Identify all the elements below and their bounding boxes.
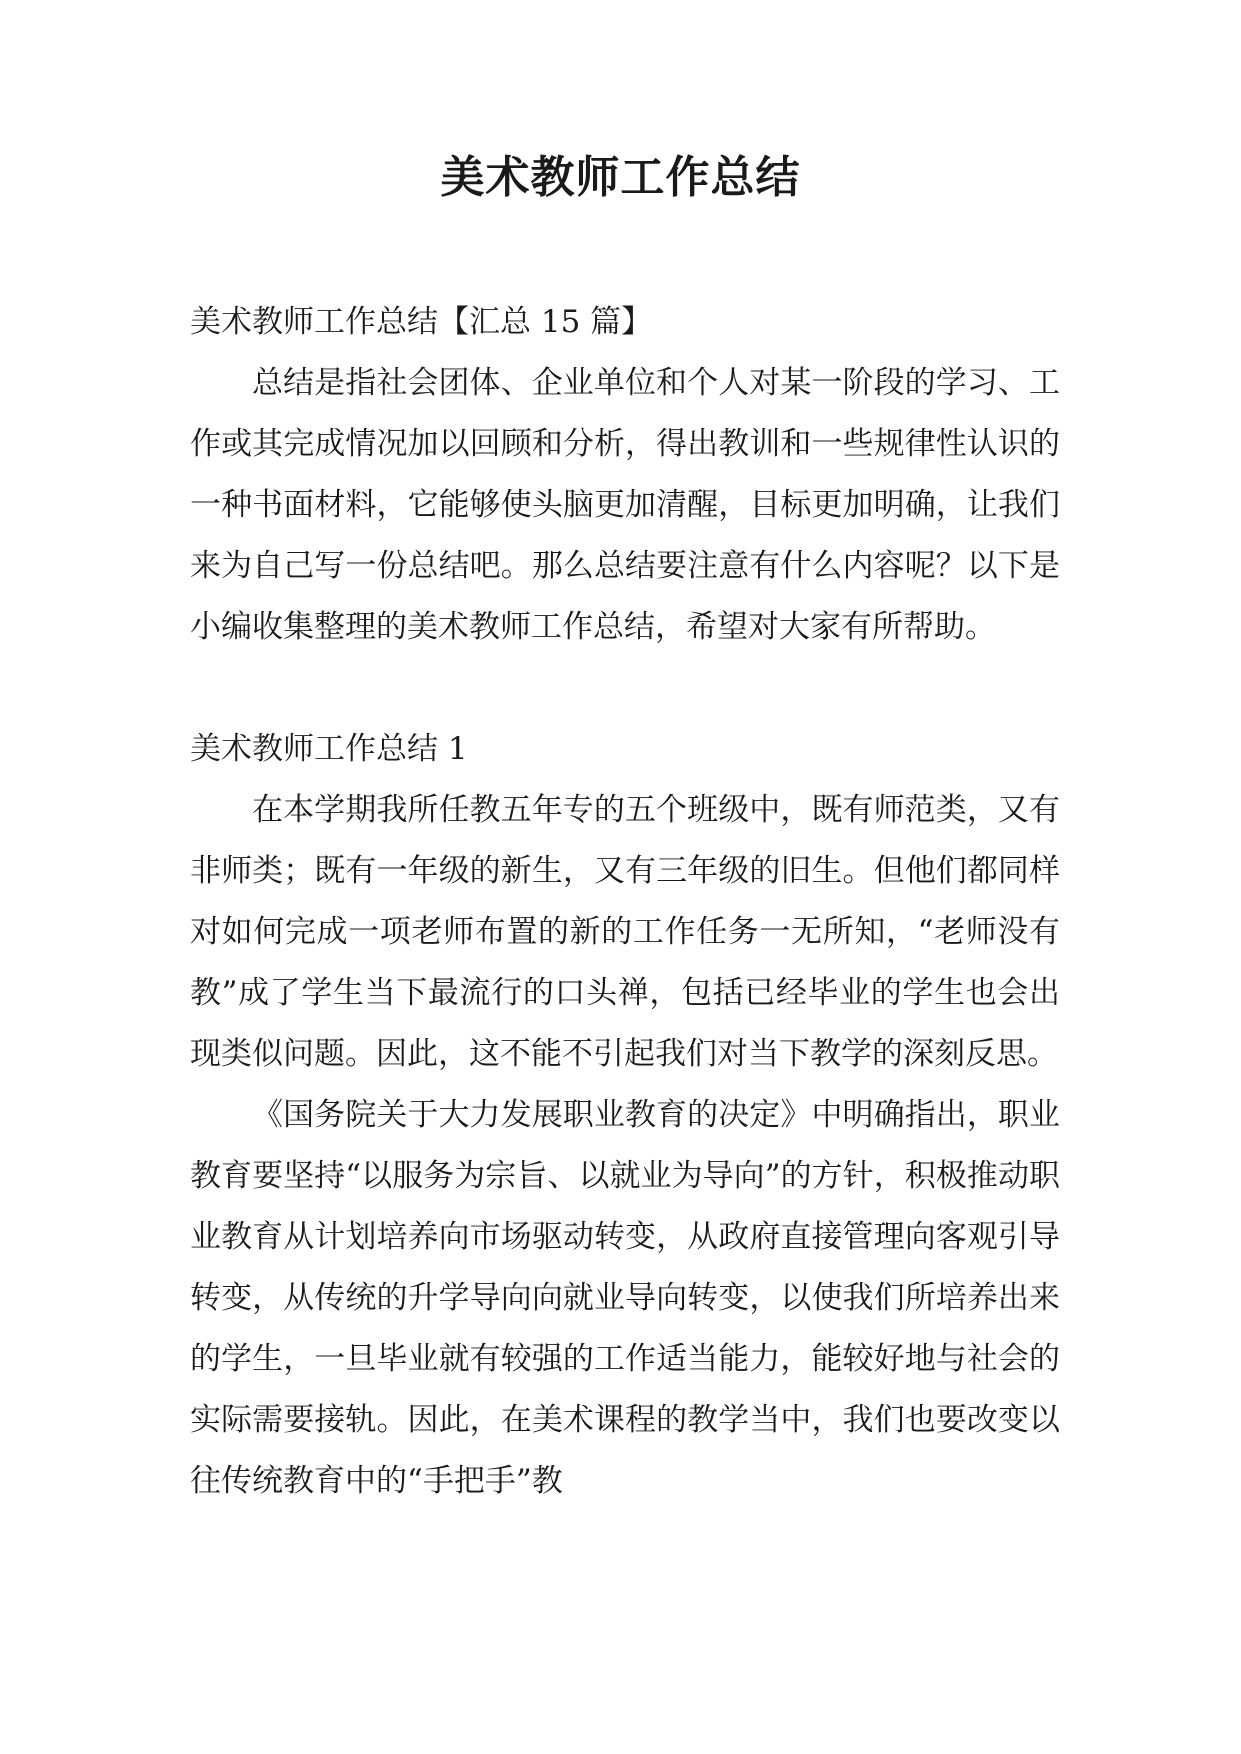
document-title: 美术教师工作总结 <box>440 152 801 203</box>
document-subtitle: 美术教师工作总结【汇总 15 篇】 <box>190 304 653 340</box>
body-paragraph: 《国务院关于大力发展职业教育的决定》中明确指出，职业教育要坚持“以服务为宗旨、以就业为导向”的方针，积极推动职业教育从计划培养向市场驱动转变，从政府直接管理向客观引导转变，从传统的升学导向向就业导向转变，以使我们所培养出来的学生，一旦毕业就有较强的工作适当能力，能较好地与社会的实际需要接轨。因此，在美术课程的教学当中，我们也要改变以往传统教育中的“手把手”教 <box>190 1097 1060 1499</box>
document-body <box>190 292 1060 1512</box>
intro-paragraph: 总结是指社会团体、企业单位和个人对某一阶段的学习、工作或其完成情况加以回顾和分析，得出教训和一些规律性认识的一种书面材料，它能够使头脑更加清醒，目标更加明确，让我们来为自己写一份总结吧。那么总结要注意有什么内容呢？以下是小编收集整理的美术教师工作总结，希望对大家有所帮助。 <box>190 365 1060 645</box>
body-paragraph: 在本学期我所任教五年专的五个班级中，既有师范类，又有非师类；既有一年级的新生，又有三年级的旧生。但他们都同样对如何完成一项老师布置的新的工作任务一无所知，“老师没有教”成了学生当下最流行的口头禅，包括已经毕业的学生也会出现类似问题。因此，这不能不引起我们对当下教学的深刻反思。 <box>190 792 1060 1072</box>
section-heading: 美术教师工作总结 1 <box>190 731 468 767</box>
section-spacer <box>190 658 1060 719</box>
